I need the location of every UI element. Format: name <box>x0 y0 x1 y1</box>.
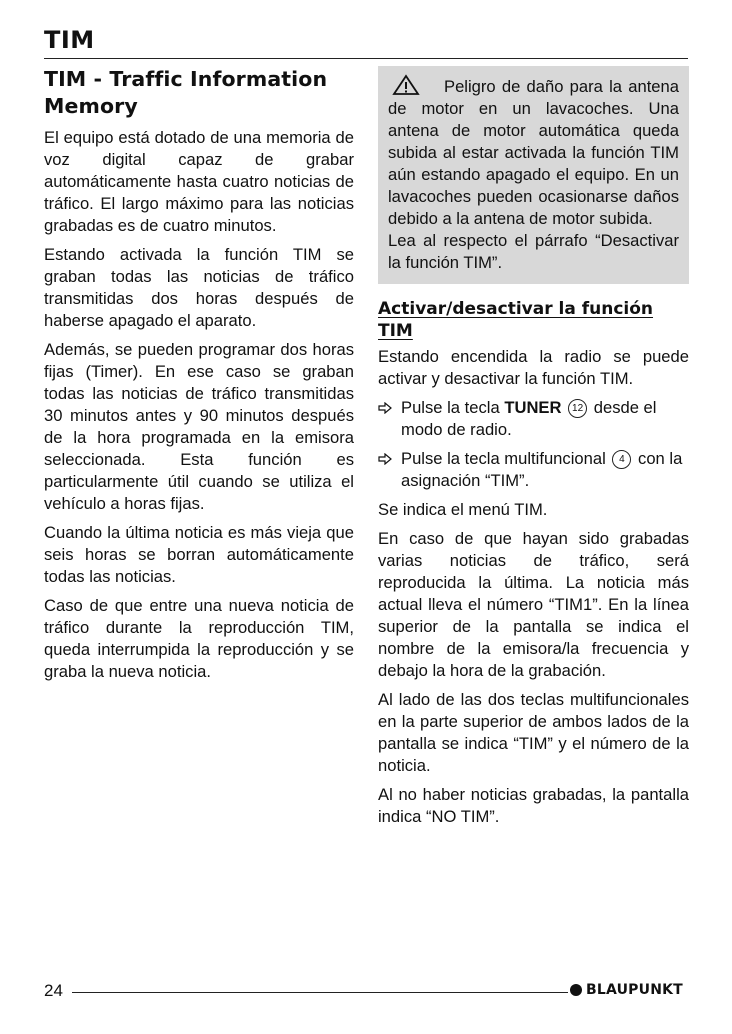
paragraph: Estando activada la función TIM se graban todas las noticias de tráfico transmitidas dos horas después de haberse apagado el aparato. <box>44 245 354 330</box>
section-title: TIM - Traffic Information Memory <box>44 67 328 118</box>
paragraph: Además, se pueden programar dos horas fijas (Timer). En ese caso se graban todas las noticias de tráfico transmitidas 30 minutos antes y 90 minutos después de la hora programada en la emisora seleccionada. Esta función es particularmente útil cuando se utiliza el vehículo a horas fijas. <box>44 340 354 513</box>
key-number-badge: 4 <box>612 450 631 469</box>
tuner-key-label: TUNER <box>504 398 562 417</box>
footer-rule <box>72 992 568 993</box>
warning-box <box>378 66 689 284</box>
brand-name: BLAUPUNKT <box>586 982 683 998</box>
brand-logo <box>570 982 683 998</box>
instruction-step: Pulse la tecla TUNER 12 desde el modo de radio. <box>378 397 689 441</box>
intro-paragraph: Estando encendida la radio se puede activar y desactivar la función TIM. <box>378 347 689 388</box>
paragraph: Caso de que entre una nueva noticia de tráfico durante la reproducción TIM, queda interrumpida la reproducción y se graba la nueva noticia. <box>44 596 354 681</box>
left-column <box>44 66 354 690</box>
warning-text-2: Lea al respecto el párrafo “Desactivar la función TIM”. <box>388 231 679 272</box>
warning-text <box>388 74 679 230</box>
paragraph: Al lado de las dos teclas multifuncionales en la parte superior de ambos lados de la pantalla se indica “TIM” y el número de la noticia. <box>378 690 689 775</box>
paragraph: Al no haber noticias grabadas, la pantalla indica “NO TIM”. <box>378 785 689 826</box>
arrow-right-icon <box>378 453 392 465</box>
paragraph: Cuando la última noticia es más vieja que seis horas se borran automáticamente todas las noticias. <box>44 523 354 586</box>
paragraph: En caso de que hayan sido grabadas varias noticias de tráfico, será reproducida la última. La noticia más actual lleva el número “TIM1”. En la línea superior de la pantalla se indica el nombre de la emisora/la frecuencia y debajo la hora de la grabación. <box>378 529 689 680</box>
paragraph: El equipo está dotado de una memoria de voz digital capaz de grabar automáticamente hasta cuatro noticias de tráfico. El largo máximo para las noticias grabadas es de cuatro minutos. <box>44 128 354 235</box>
right-column <box>378 66 689 835</box>
warning-text-1: Peligro de daño para la antena de motor en un lavacoches. Una antena de motor automática queda subida al estar activada la función TIM aún estando apagado el equipo. En un lavacoches pueden ocasionarse daños debido a la antena de motor subida. <box>388 77 679 228</box>
key-number-badge: 12 <box>568 399 587 418</box>
subsection-title: Activar/desactivar la función TIM <box>378 299 654 341</box>
logo-dot-icon <box>570 984 582 996</box>
page-header-title: TIM <box>44 26 95 54</box>
instruction-step: Pulse la tecla multifuncional 4 con la asignación “TIM”. <box>378 448 689 492</box>
warning-triangle-icon <box>392 74 420 96</box>
paragraph: Se indica el menú TIM. <box>378 500 548 519</box>
arrow-right-icon <box>378 402 392 414</box>
header-rule <box>44 58 688 59</box>
page-number: 24 <box>44 981 63 1000</box>
